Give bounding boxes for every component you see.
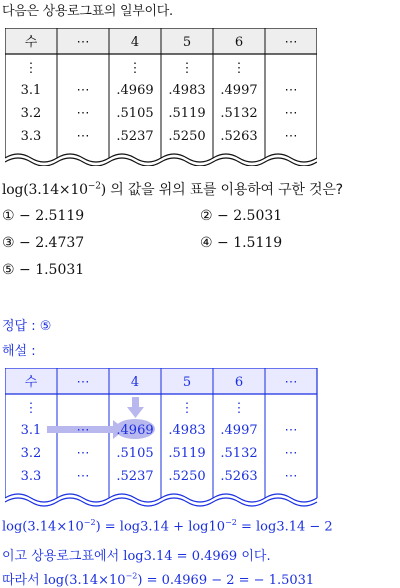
header-cell: ⋯ [76, 375, 90, 390]
answer-value: ⑤ [39, 319, 52, 334]
table-cell: .5132 [220, 106, 258, 121]
option-1[interactable]: ① − 2.5119 [2, 208, 85, 224]
table-cell: ⋯ [76, 83, 90, 98]
table-cell: .5119 [168, 446, 206, 461]
dots-cell: ⋮ [180, 401, 194, 416]
dots-cell: ⋮ [232, 401, 246, 416]
table-cell: 3.1 [20, 423, 42, 438]
question-text: 의 값을 위의 표를 이용하여 구한 것은? [110, 182, 343, 198]
table-cell: .4969 [116, 83, 154, 98]
question-expr-log: log [2, 182, 24, 198]
header-cell: 5 [182, 375, 192, 390]
table-cell: 3.3 [20, 129, 42, 144]
answer-line [2, 315, 51, 334]
intro-text: 다음은 상용로그표의 일부이다. [2, 4, 173, 19]
col-arrow-head [127, 407, 144, 418]
log-table [5, 28, 317, 166]
question-line [2, 179, 343, 199]
dots-cell: ⋮ [180, 61, 194, 76]
header-cell: 6 [234, 35, 244, 50]
table-cell: .4983 [168, 83, 206, 98]
table-cell: ⋯ [284, 106, 298, 121]
table-cell: .4983 [168, 423, 206, 438]
dots-cell: ⋮ [232, 61, 246, 76]
header-cell: 수 [24, 375, 38, 390]
header-cell: ⋯ [76, 35, 90, 50]
table-cell: 3.2 [20, 446, 42, 461]
explanation-label: 해설 : [2, 344, 36, 359]
log-table-annotated [5, 368, 319, 508]
table-cell: 3.2 [20, 106, 42, 121]
table-cell: 3.1 [20, 83, 42, 98]
question-expr-exp: −2 [87, 181, 101, 192]
table-cell: .5105 [116, 106, 154, 121]
question-expr-body: (3.14×10 [23, 182, 88, 198]
dots-cell: ⋮ [24, 401, 38, 416]
header-cell: 5 [182, 35, 192, 50]
table-cell: ⋯ [76, 129, 90, 144]
table-cell: .5237 [116, 129, 154, 144]
header-cell: 4 [130, 35, 140, 50]
table-cell: ⋯ [284, 423, 298, 438]
table-cell: .5250 [168, 129, 206, 144]
option-4[interactable]: ④ − 1.5119 [200, 235, 283, 251]
dots-cell: ⋮ [128, 61, 142, 76]
header-cell: 6 [234, 375, 244, 390]
table-cell: ⋯ [76, 446, 90, 461]
table-cell: .5237 [116, 469, 154, 484]
table-cell: ⋯ [284, 83, 298, 98]
table-cell: .4969 [116, 423, 154, 438]
table-cell: ⋯ [76, 423, 90, 438]
dots-cell: ⋮ [24, 61, 38, 76]
table-cell: 3.3 [20, 469, 42, 484]
solution-line-2: 이고 상용로그표에서 log3.14 = 0.4969 이다. [2, 549, 271, 564]
table-cell: .5263 [220, 129, 258, 144]
table-cell: .5250 [168, 469, 206, 484]
table-cell: ⋯ [284, 129, 298, 144]
table-cell: .5132 [220, 446, 258, 461]
table-cell: ⋯ [76, 469, 90, 484]
header-cell: ⋯ [284, 35, 298, 50]
answer-label: 정답 : [2, 319, 36, 334]
header-cell: 수 [24, 35, 38, 50]
solution-line-3: 따라서 $\log(3.14\times 10^{-2}) = 0.4969 - 2$ = − 1.5031 [2, 571, 315, 588]
table-cell: .4997 [220, 83, 258, 98]
header-cell: ⋯ [284, 375, 298, 390]
question-expr-close: ) [100, 182, 107, 198]
table-cell: .4997 [220, 423, 258, 438]
option-5[interactable]: ⑤ − 1.5031 [2, 262, 85, 278]
table-cell: ⋯ [284, 469, 298, 484]
table-cell: .5263 [220, 469, 258, 484]
option-3[interactable]: ③ − 2.4737 [2, 235, 85, 251]
table-cell: ⋯ [76, 106, 90, 121]
solution-line-1: $\log(3.14\times 10^{-2}) = \log 3.14 + \log 10^{-2} = \log 3.14 - 2$ [2, 518, 333, 535]
header-cell: 4 [130, 375, 140, 390]
table-cell: .5105 [116, 446, 154, 461]
table-cell: ⋯ [284, 446, 298, 461]
table-cell: .5119 [168, 106, 206, 121]
option-2[interactable]: ② − 2.5031 [200, 208, 283, 224]
